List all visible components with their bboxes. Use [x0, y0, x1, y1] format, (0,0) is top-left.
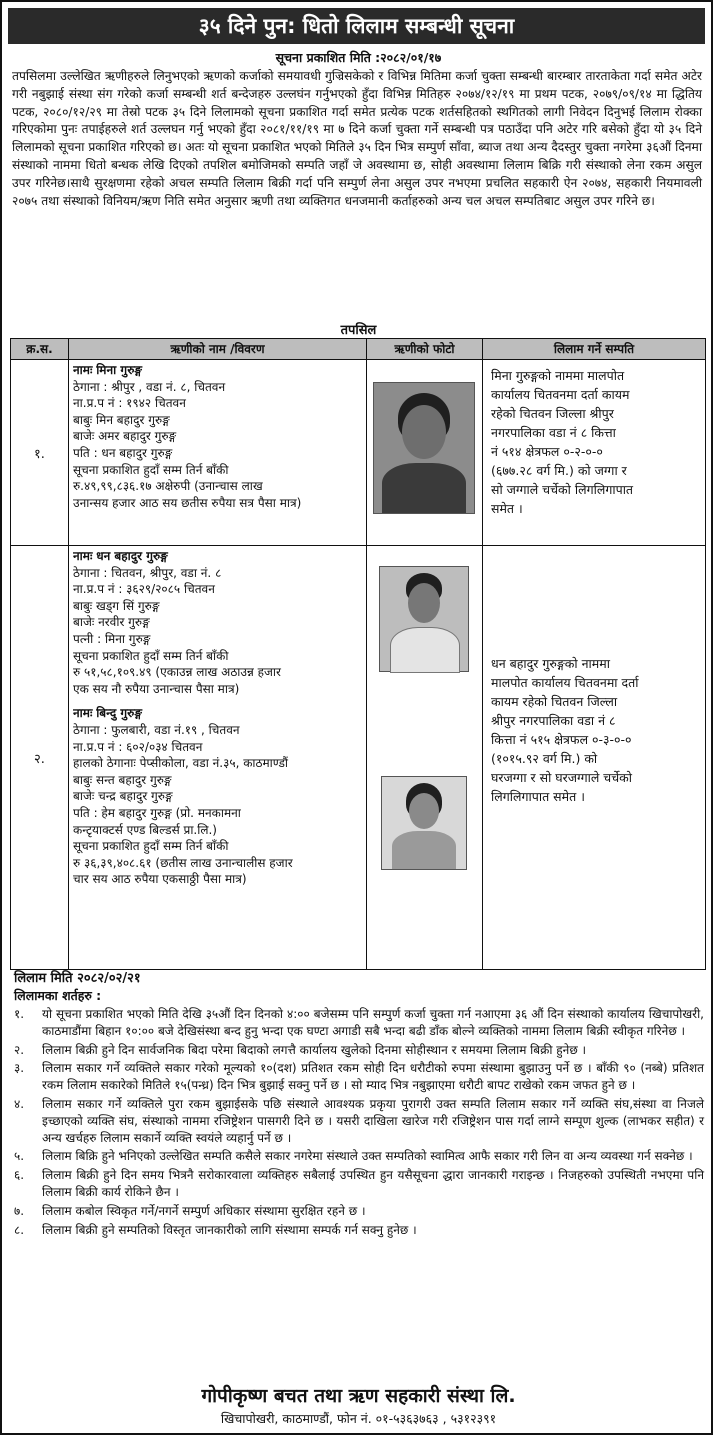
list-item: [14, 1222, 704, 1239]
published-date: सूचना प्रकाशित मिति :२०८२/०१/१७: [275, 50, 442, 65]
name-label: नामः: [73, 363, 93, 377]
spacer: [73, 697, 362, 705]
notice-title: ३५ दिने पुन: धितो लिलाम सम्बन्धी सूचना: [8, 8, 705, 44]
header-borrower-photo: ऋणीको फोटो: [367, 339, 483, 360]
borrower-photo: [381, 776, 467, 870]
borrower-detail-line: बाजेः चन्द्र बहादुर गुरुङ्ग: [73, 789, 173, 804]
term-text: लिलाम बिक्रि हुने भनिएको उल्लेखित सम्पति कसैले सकार नगरेमा संस्थाले उक्त सम्पतिको स्वामित्व आफै सकार गरी लिन वा अन्य व्यवस्था गर्न सक्नेछ ।: [42, 1149, 693, 1164]
list-item: [14, 1006, 704, 1040]
list-item: [14, 1167, 704, 1201]
borrower-name: धन बहादुर गुरुङ्ग: [96, 549, 168, 563]
table-header-row: [11, 339, 706, 360]
borrower-detail-line: सूचना प्रकाशित हुदाँ सम्म तिर्न बाँकी: [73, 462, 229, 477]
borrower-detail-line: बाबुः खड्ग सिं गुरुङ्ग: [73, 598, 160, 613]
asset-line: समेत ।: [491, 501, 523, 516]
asset-line: कार्यालय चितवनमा दर्ता कायम: [491, 387, 630, 402]
table-row: [11, 546, 706, 970]
header-serial: क्र.स.: [11, 339, 69, 360]
name-label: नामः: [73, 706, 93, 721]
borrower-details: [69, 546, 367, 970]
borrower-detail-line: हालको ठेगानाः पेप्सीकोला, वडा नं.३५, काठमाण्डौं: [73, 756, 289, 771]
list-item: [14, 1060, 704, 1094]
borrower-photo-cell: [367, 546, 483, 970]
header-borrower-details: ऋणीको नाम /विवरण: [69, 339, 367, 360]
borrower-name: बिन्दु गुरुङ्ग: [96, 706, 142, 721]
borrower-detail-line: ठेगाना : श्रीपुर , वडा नं. ८, चितवन: [73, 379, 226, 394]
asset-line: नगरपालिका वडा नं ८ कित्ता: [491, 425, 616, 440]
term-number: ५.: [14, 1149, 25, 1164]
serial-number: १.: [11, 360, 69, 546]
auction-date: लिलाम मिति २०८२/०२/२१: [14, 971, 141, 986]
auction-asset-description: [483, 546, 706, 970]
borrower-detail-line: कन्टृयाक्टर्स एण्ड बिल्डर्स प्रा.लि.): [73, 822, 217, 837]
serial-number: २.: [11, 546, 69, 970]
borrower-detail-line: पत्नी : मिना गुरुङ्ग: [73, 631, 151, 646]
organization-name: गोपीकृष्ण बचत तथा ऋण सहकारी संस्था लि.: [201, 1385, 516, 1407]
borrower-name-line: [73, 705, 362, 722]
borrower-detail-line: बाजेः अमर बहादुर गुरुङ्ग: [73, 429, 177, 444]
list-item: [14, 1096, 704, 1146]
term-number: ४.: [14, 1096, 25, 1111]
borrower-detail-line: बाजेः नरवीर गुरुङ्ग: [73, 615, 150, 630]
term-number: ८.: [14, 1222, 25, 1237]
term-text: लिलाम बिक्री हुने दिन सार्वजनिक बिदा परेमा बिदाको लगत्तै कार्यालय खुलेको दिनमा सोहीस्थान र समयमा लिलाम बिक्री हुनेछ ।: [42, 1042, 587, 1057]
asset-line: (१०१५.९२ वर्ग मि.) को: [491, 751, 598, 766]
schedule-table: [10, 338, 706, 970]
borrower-detail-line: पति : धन बहादुर गुरुङ्ग: [73, 445, 173, 460]
borrower-detail-line: रु ३६,३९,४०८.६१ (छतीस लाख उनान्चालीस हजार: [73, 855, 293, 870]
borrower-photo-cell: [367, 360, 483, 546]
notice-intro-paragraph: तपसिलमा उल्लेखित ऋणीहरुले लिनुभएको ऋणको कर्जाको समयावधी गुज्रिसकेको र विभिन्न मितिमा कर्जा चुक्ता सम्बन्धी बारम्बार तारताकेता गर्दा समेत अटेर गरी नबुझाई संस्था संग गरेको कर्जा सम्बन्धी शर्त बन्देजहरु उल्लघंन गर्नुभएको हुँदा विभिन्न मितिहरु २०७४/१२/१९ मा प्रथम पटक, २०७९/०९/१४ मा द्धितिय पटक, २०८०/१२/२९ मा तेस्रो पटक ३५ दिने लिलामको सूचना प्रकाशित गर्दा समेत प्रत्येक पटक शर्तसहितको स्थगितको लागी निवेदन दिनुभई लिलाम रोक्का गरिएकोमा पुनः तपाईहरुले शर्त उल्लघन गर्नु भएको हुँदा २०८१/११/१९ मा ७ दिने कर्जा चुक्ता गर्ने सम्बन्धी पत्र पठाउँदा पनि अटेर गरि बसेको हुँदा यो ३५ दिने लिलामको सूचना प्रकाशित गरिएको छ। अतः यो सूचना प्रकाशित भएको मितिले ३५ दिन भित्र सम्पुर्ण साँवा, ब्याज तथा अन्य दैदस्तुर चुक्ता नगरेमा ३६औं दिनमा संस्थाको नाममा धितो बन्धक लेखि दिएको तपशिल बमोजिमको सम्पति जहाँ जे अवस्थामा छ, सोही अवस्थामा लिलाम बिक्रि गरी संस्थाको लेना रकम असुल उपर गरिनेछ।साथै सुरक्षणमा रहेको अचल सम्पति लिलाम बिक्री गर्दा पनि सम्पुर्ण लेना असुल उपर नभएमा प्रचलित सहकारी ऐन २०७४, सहकारी नियमावली २०७५ तथा संस्थाको विनियम/ऋण निति समेत अनुसार ऋणी तथा व्यक्तिगत धनजमानी कर्ताहरुको अन्य चल अचल सम्पतिबाट असुल उपर गरिने छ।: [12, 69, 702, 208]
table-row: [11, 360, 706, 546]
asset-line: मिना गुरुङ्गको नाममा मालपोत: [491, 368, 625, 383]
list-item: [14, 1148, 704, 1165]
borrower-detail-line: उनान्सय हजार आठ सय छतीस रुपैया सत्र पैसा मात्र): [73, 495, 302, 510]
borrower-name-line: [73, 362, 362, 379]
name-label: नामः: [73, 549, 93, 563]
borrower-photo: [373, 382, 475, 514]
schedule-heading: तपसिल: [340, 323, 377, 338]
list-item: [14, 1042, 704, 1059]
borrower-detail-line: सूचना प्रकाशित हुदाँ सम्म तिर्न बाँकी: [73, 839, 229, 854]
borrower-details: [69, 360, 367, 546]
term-text: लिलाम बिक्री हुने दिन समय भित्रनै सरोकारवाला व्यक्तिहरु सबैलाई उपस्थित हुन यसैसूचना द्धारा जानकारी गराइन्छ । निजहरुको उपस्थिती नभएमा पनि लिलाम बिक्री कार्य रोकिने छैन ।: [42, 1168, 704, 1199]
term-number: ३.: [14, 1061, 25, 1076]
auction-asset-description: [483, 360, 706, 546]
term-text: लिलाम सकार गर्ने व्यक्तिले पुरा रकम बुझाईसके पछि संस्थाले आवश्यक प्रकृया पुरागरी उक्त सम्पति लिलाम सकार गर्ने व्यक्ति संघ,संस्था वा निजले इच्छाएको व्यक्ति संघ, संस्थाको नाममा रजिष्ट्रेशन पासगरी दिने छ । यसरी दाखिला खारेज गरी रजिष्ट्रेशन पास गर्दा लाग्ने सम्पूण शुल्क (लाभकर सहीत) र अन्य खर्चहरु लिलाम सकार्ने व्यक्ति स्वयंले व्यहार्नु पर्ने छ ।: [42, 1096, 704, 1145]
borrower-detail-line: चार सय आठ रुपैया एकसाठ्ठी पैसा मात्र): [73, 872, 247, 887]
asset-line: कित्ता नं ५१५ क्षेत्रफल ०-३-०-०: [491, 732, 632, 747]
asset-line: रहेको चितवन जिल्ला श्रीपुर: [491, 406, 614, 421]
borrower-detail-line: पति : हेम बहादुर गुरुङ्ग (प्रो. मनकामना: [73, 805, 241, 820]
borrower-detail-line: बाबुः सन्त बहादुर गुरुङ्ग: [73, 772, 172, 787]
borrower-detail-line: एक सय नौ रुपैया उनान्चास पैसा मात्र): [73, 681, 240, 696]
asset-line: लिगलिगापात समेत ।: [491, 789, 585, 804]
term-number: १.: [14, 1007, 25, 1021]
term-number: ७.: [14, 1203, 25, 1218]
borrower-name: मिना गुरुङ्ग: [96, 363, 142, 377]
borrower-detail-line: ठेगाना : फुलबारी, वडा नं.१९ , चितवन: [73, 722, 240, 737]
borrower-detail-line: ना.प्र.प नं : ६०२/०३४ चितवन: [73, 739, 203, 754]
term-text: लिलाम कबोल स्विकृत गर्ने/नगर्ने सम्पुर्ण अधिकार संस्थामा सुरक्षित रहने छ ।: [42, 1203, 366, 1218]
term-number: २.: [14, 1042, 25, 1057]
borrower-detail-line: सूचना प्रकाशित हुदाँ सम्म तिर्न बाँकी: [73, 648, 229, 663]
borrower-detail-line: रु ५१,५८,१०९.४९ (एकाउन्न लाख अठाउन्न हजार: [73, 665, 281, 680]
asset-line: घरजग्गा र सो घरजग्गाले चर्चेको: [491, 770, 633, 785]
asset-line: मालपोत कार्यालय चितवनमा दर्ता: [491, 675, 639, 690]
asset-line: धन बहादुर गुरुङ्गको नाममा: [491, 656, 610, 671]
borrower-detail-line: रु.४९,९९,८३६.१७ अक्षेरुपी (उनान्चास लाख: [73, 479, 263, 494]
term-text: लिलाम बिक्री हुने सम्पतिको विस्तृत जानकारीको लागि संस्थामा सम्पर्क गर्न सक्नु हुनेछ ।: [42, 1222, 417, 1237]
header-auction-asset: लिलाम गर्ने सम्पति: [483, 339, 706, 360]
asset-line: नं ५१४ क्षेत्रफल ०-२-०-०: [491, 444, 603, 459]
asset-line: (६७७.२८ वर्ग मि.) को जग्गा र: [491, 463, 627, 478]
asset-line: सो जग्गाले चर्चेको लिगलिगापात: [491, 482, 634, 497]
term-text: लिलाम सकार गर्ने व्यक्तिले सकार गरेको मूल्यको १०(दश) प्रतिशत रकम सोही दिन धरौटीको रुपमा संस्थामा बुझाउनु पर्ने छ । बाँकी ९० (नब्बे) प्रतिशत रकम लिलाम सकारेको मितिले १५(पन्ध्र) दिन भित्र बुझाई सक्नु पर्ने छ । सो म्याद भित्र नबुझाएमा धरौटी बापट राखेको रकम जफत हुने छ ।: [42, 1061, 704, 1093]
organization-address: खिचापोखरी, काठमाण्डौं, फोन नं. ०१-५३६३७६३ , ५३१२३९१: [220, 1411, 497, 1426]
term-text: यो सूचना प्रकाशित भएको मिति देखि ३५औं दिन दिनको ४:०० बजेसम्म पनि सम्पुर्ण कर्जा चुक्ता गर्न नआएमा ३६ औं दिन संस्थाको कार्यालय खिचापोखरी, काठमाडौंमा बिहान १०:०० बजे देखिसंस्था बन्द हुनु भन्दा एक घण्टा अगाडी सबै भन्दा बढी डाँक बोल्ने व्यक्तिको नाममा लिलाम बिक्री स्वीकृत गरिनेछ ।: [42, 1007, 704, 1038]
terms-heading: लिलामका शर्तहरु :: [14, 988, 102, 1003]
term-number: ६.: [14, 1168, 25, 1183]
borrower-photo: [379, 566, 469, 672]
asset-line: कायम रहेको चितवन जिल्ला: [491, 694, 618, 709]
list-item: [14, 1203, 704, 1220]
borrower-detail-line: ठेगाना : चितवन, श्रीपुर, वडा नं. ८: [73, 565, 222, 580]
terms-list: [14, 1006, 704, 1240]
borrower-detail-line: बाबुः मिन बहादुर गुरुङ्ग: [73, 412, 170, 427]
borrower-name-line: [73, 548, 362, 565]
borrower-detail-line: ना.प्र.प नं : ३६२९/२०८५ चितवन: [73, 582, 215, 597]
asset-line: श्रीपुर नगरपालिका वडा नं ८: [491, 713, 616, 728]
borrower-detail-line: ना.प्र.प नं : १९४२ चितवन: [73, 396, 186, 411]
